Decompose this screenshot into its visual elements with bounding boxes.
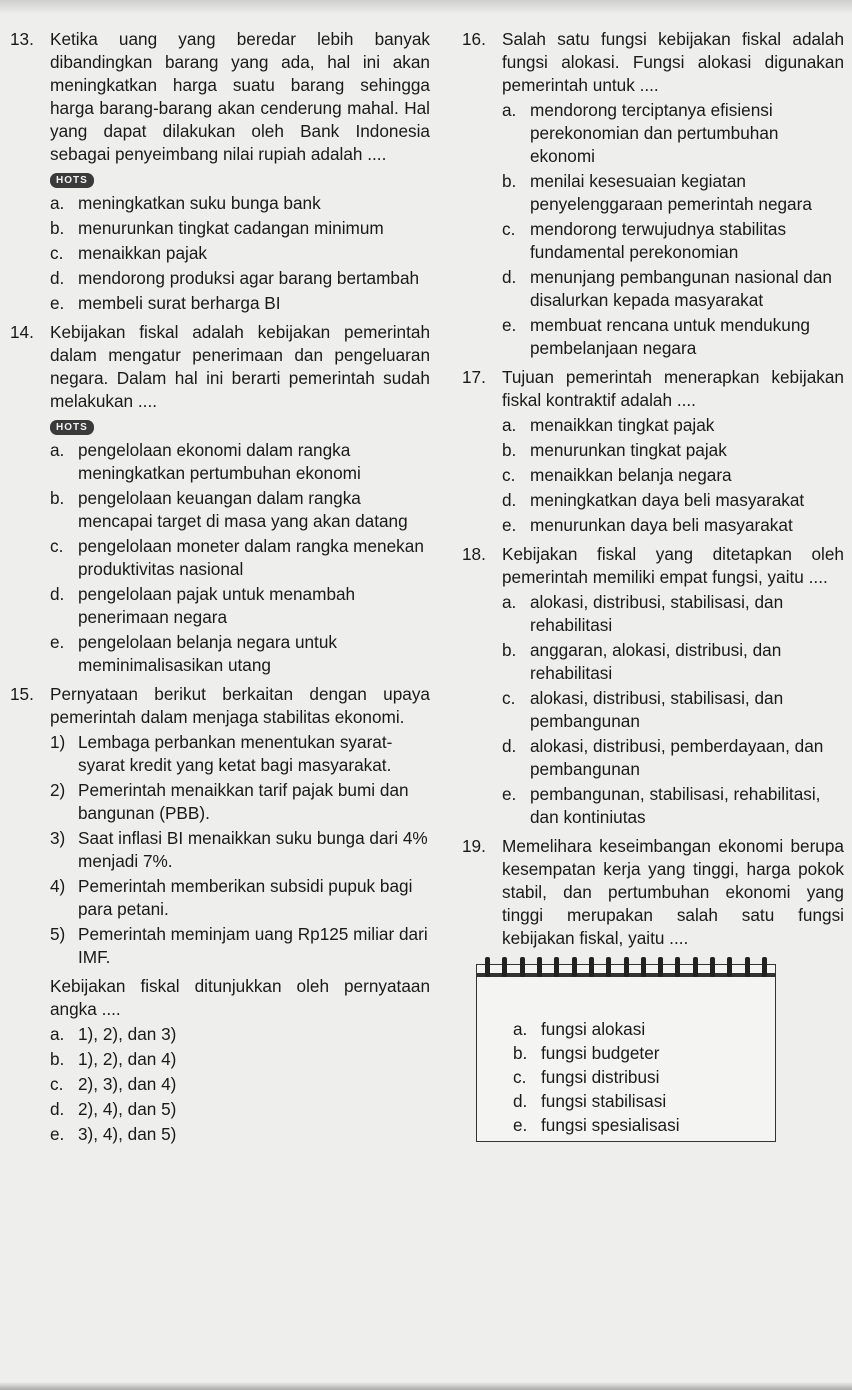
question-stem: Pernyataan berikut berkaitan dengan upaya pemerintah dalam menjaga stabilitas ekonomi.	[50, 684, 430, 727]
option-b[interactable]	[50, 217, 430, 240]
statement-5	[50, 923, 430, 969]
statement-number: 1)	[50, 732, 66, 752]
ring-icon	[520, 957, 525, 977]
option-e[interactable]	[50, 292, 430, 315]
statement-number: 5)	[50, 924, 66, 944]
option-letter: c.	[50, 243, 64, 263]
option-letter: c.	[502, 465, 516, 485]
option-letter: a.	[50, 440, 65, 460]
option-text: pengelolaan moneter dalam rangka menekan produktivitas nasional	[78, 536, 424, 579]
option-letter: b.	[50, 218, 65, 238]
option-c[interactable]	[502, 687, 844, 733]
question-17	[462, 366, 844, 537]
option-letter: d.	[502, 736, 517, 756]
option-letter: e.	[50, 293, 65, 313]
option-letter: e.	[50, 1124, 65, 1144]
question-stem: Kebijakan fiskal yang ditetapkan oleh pemerintah memiliki empat fungsi, yaitu ....	[502, 544, 844, 587]
option-text: anggaran, alokasi, distribusi, dan rehabilitasi	[530, 640, 782, 683]
statement-number: 4)	[50, 876, 66, 896]
question-13	[10, 28, 430, 315]
question-15	[10, 683, 430, 1146]
statement-text: Pemerintah meminjam uang Rp125 miliar dari IMF.	[78, 924, 428, 967]
question-prompt: Kebijakan fiskal ditunjukkan oleh pernyataan angka ....	[50, 976, 430, 1019]
option-c[interactable]	[502, 218, 844, 264]
question-number: 16.	[462, 29, 486, 49]
option-text: meningkatkan daya beli masyarakat	[530, 490, 805, 510]
hots-badge: HOTS	[50, 420, 94, 435]
option-e[interactable]	[50, 1123, 430, 1146]
notepad-rings	[485, 957, 767, 979]
option-letter: e.	[513, 1115, 528, 1135]
option-text: menurunkan daya beli masyarakat	[530, 515, 793, 535]
ring-icon	[641, 957, 646, 977]
ring-icon	[762, 957, 767, 977]
hots-badge: HOTS	[50, 173, 94, 188]
option-letter: a.	[502, 415, 517, 435]
option-letter: b.	[50, 1049, 65, 1069]
option-c[interactable]	[502, 464, 844, 487]
option-text: mendorong produksi agar barang bertambah	[78, 268, 420, 288]
option-d[interactable]	[502, 266, 844, 312]
question-stem: Memelihara keseimbangan ekonomi berupa kesempatan kerja yang tinggi, harga pokok stabil, dan pertumbuhan ekonomi yang tinggi merupakan salah satu fungsi kebijakan fiskal, yaitu ....	[502, 836, 844, 948]
statement-3	[50, 827, 430, 873]
option-letter: d.	[50, 584, 65, 604]
option-text: fungsi spesialisasi	[541, 1115, 680, 1135]
option-letter: c.	[50, 536, 64, 556]
option-b[interactable]	[513, 1041, 765, 1065]
question-stem: Tujuan pemerintah menerapkan kebijakan fiskal kontraktif adalah ....	[502, 367, 844, 410]
left-column	[10, 28, 430, 1152]
option-text: pengelolaan pajak untuk menambah penerimaan negara	[78, 584, 356, 627]
option-letter: b.	[502, 171, 517, 191]
option-text: membuat rencana untuk mendukung pembelanjaan negara	[530, 315, 810, 358]
option-text: menaikkan tingkat pajak	[530, 415, 715, 435]
question-number: 19.	[462, 836, 486, 856]
option-text: menaikkan belanja negara	[530, 465, 732, 485]
option-d[interactable]	[50, 583, 430, 629]
notepad-box	[476, 964, 776, 1142]
ring-icon	[710, 957, 715, 977]
statement-text: Lembaga perbankan menentukan syarat-syarat kredit yang ketat bagi masyarakat.	[78, 732, 393, 775]
option-c[interactable]	[50, 1073, 430, 1096]
option-text: menurunkan tingkat pajak	[530, 440, 727, 460]
option-letter: d.	[502, 490, 517, 510]
option-text: menurunkan tingkat cadangan minimum	[78, 218, 384, 238]
option-text: alokasi, distribusi, stabilisasi, dan rehabilitasi	[530, 592, 784, 635]
option-letter: b.	[502, 440, 517, 460]
option-b[interactable]	[50, 1048, 430, 1071]
question-18	[462, 543, 844, 829]
option-letter: d.	[50, 1099, 65, 1119]
option-letter: b.	[502, 640, 517, 660]
question-number: 15.	[10, 684, 34, 704]
option-letter: d.	[50, 268, 65, 288]
statement-number: 3)	[50, 828, 66, 848]
option-c[interactable]	[513, 1065, 765, 1089]
option-a[interactable]	[502, 99, 844, 168]
option-letter: d.	[513, 1091, 528, 1111]
question-number: 13.	[10, 29, 34, 49]
question-16	[462, 28, 844, 360]
option-e[interactable]	[513, 1113, 765, 1137]
ring-icon	[658, 957, 663, 977]
question-19	[462, 835, 844, 950]
option-text: fungsi budgeter	[541, 1043, 660, 1063]
option-d[interactable]	[50, 1098, 430, 1121]
option-a[interactable]	[50, 439, 430, 485]
option-e[interactable]	[502, 514, 844, 537]
option-text: 3), 4), dan 5)	[78, 1124, 177, 1144]
option-text: 2), 3), dan 4)	[78, 1074, 177, 1094]
option-a[interactable]	[502, 591, 844, 637]
option-text: 2), 4), dan 5)	[78, 1099, 177, 1119]
option-a[interactable]	[513, 1017, 765, 1041]
option-letter: e.	[502, 515, 517, 535]
option-b[interactable]	[502, 439, 844, 462]
ring-icon	[485, 957, 490, 977]
option-e[interactable]	[50, 631, 430, 677]
option-d[interactable]	[502, 489, 844, 512]
option-text: fungsi distribusi	[541, 1067, 660, 1087]
option-text: alokasi, distribusi, stabilisasi, dan pembangunan	[530, 688, 784, 731]
question-stem: Ketika uang yang beredar lebih banyak dibandingkan barang yang ada, hal ini akan meningkatkan harga suatu barang sehingga harga barang-barang akan cenderung mahal. Hal yang dapat dilakukan oleh Bank Indonesia sebagai penyeimbang nilai rupiah adalah ....	[50, 29, 430, 164]
option-text: menaikkan pajak	[78, 243, 207, 263]
option-letter: a.	[50, 193, 65, 213]
ring-icon	[589, 957, 594, 977]
option-letter: e.	[50, 632, 65, 652]
page-bottom-edge	[0, 1382, 852, 1390]
option-letter: c.	[513, 1067, 527, 1087]
option-letter: e.	[502, 784, 517, 804]
option-letter: a.	[502, 100, 517, 120]
ring-icon	[675, 957, 680, 977]
option-letter: a.	[513, 1019, 528, 1039]
ring-icon	[572, 957, 577, 977]
option-b[interactable]	[502, 170, 844, 216]
question-number: 17.	[462, 367, 486, 387]
statement-text: Saat inflasi BI menaikkan suku bunga dari 4% menjadi 7%.	[78, 828, 428, 871]
option-text: mendorong terciptanya efisiensi perekonomian dan pertumbuhan ekonomi	[530, 100, 779, 166]
option-text: pengelolaan belanja negara untuk meminimalisasikan utang	[78, 632, 337, 675]
statement-number: 2)	[50, 780, 66, 800]
option-letter: c.	[502, 688, 516, 708]
ring-icon	[554, 957, 559, 977]
option-a[interactable]	[50, 192, 430, 215]
question-stem: Salah satu fungsi kebijakan fiskal adalah fungsi alokasi. Fungsi alokasi digunakan pemerintah untuk ....	[502, 29, 844, 95]
statement-text: Pemerintah memberikan subsidi pupuk bagi para petani.	[78, 876, 413, 919]
question-number: 14.	[10, 322, 34, 342]
option-letter: e.	[502, 315, 517, 335]
option-text: fungsi stabilisasi	[541, 1091, 667, 1111]
option-text: pengelolaan ekonomi dalam rangka meningkatkan pertumbuhan ekonomi	[78, 440, 361, 483]
option-letter: c.	[502, 219, 516, 239]
statement-2	[50, 779, 430, 825]
statement-1	[50, 731, 430, 777]
option-text: pembangunan, stabilisasi, rehabilitasi, dan kontiniutas	[530, 784, 821, 827]
ring-icon	[727, 957, 732, 977]
option-c[interactable]	[50, 535, 430, 581]
option-text: pengelolaan keuangan dalam rangka mencapai target di masa yang akan datang	[78, 488, 408, 531]
option-text: mendorong terwujudnya stabilitas fundamental perekonomian	[530, 219, 787, 262]
option-e[interactable]	[502, 783, 844, 829]
ring-icon	[624, 957, 629, 977]
option-d[interactable]	[502, 735, 844, 781]
option-letter: d.	[502, 267, 517, 287]
option-text: 1), 2), dan 3)	[78, 1024, 177, 1044]
question-stem: Kebijakan fiskal adalah kebijakan pemerintah dalam mengatur penerimaan dan pengeluaran negara. Dalam hal ini berarti pemerintah sudah melakukan ....	[50, 322, 430, 411]
option-b[interactable]	[502, 639, 844, 685]
ring-icon	[502, 957, 507, 977]
page-top-edge	[0, 0, 852, 14]
option-letter: b.	[513, 1043, 528, 1063]
option-text: menunjang pembangunan nasional dan disalurkan kepada masyarakat	[530, 267, 832, 310]
option-b[interactable]	[50, 487, 430, 533]
statement-text: Pemerintah menaikkan tarif pajak bumi dan bangunan (PBB).	[78, 780, 409, 823]
question-number: 18.	[462, 544, 486, 564]
ring-icon	[537, 957, 542, 977]
option-text: menilai kesesuaian kegiatan penyelenggaraan pemerintah negara	[530, 171, 812, 214]
option-letter: b.	[50, 488, 65, 508]
option-text: fungsi alokasi	[541, 1019, 646, 1039]
question-14	[10, 321, 430, 677]
option-d[interactable]	[50, 267, 430, 290]
ring-icon	[606, 957, 611, 977]
option-a[interactable]	[50, 1023, 430, 1046]
ring-icon	[693, 957, 698, 977]
ring-icon	[745, 957, 750, 977]
option-letter: a.	[50, 1024, 65, 1044]
option-d[interactable]	[513, 1089, 765, 1113]
option-letter: c.	[50, 1074, 64, 1094]
option-a[interactable]	[502, 414, 844, 437]
option-letter: a.	[502, 592, 517, 612]
right-column	[462, 28, 844, 1142]
statement-4	[50, 875, 430, 921]
option-text: meningkatkan suku bunga bank	[78, 193, 321, 213]
option-e[interactable]	[502, 314, 844, 360]
option-c[interactable]	[50, 242, 430, 265]
option-text: alokasi, distribusi, pemberdayaan, dan pembangunan	[530, 736, 824, 779]
option-text: membeli surat berharga BI	[78, 293, 281, 313]
option-text: 1), 2), dan 4)	[78, 1049, 177, 1069]
